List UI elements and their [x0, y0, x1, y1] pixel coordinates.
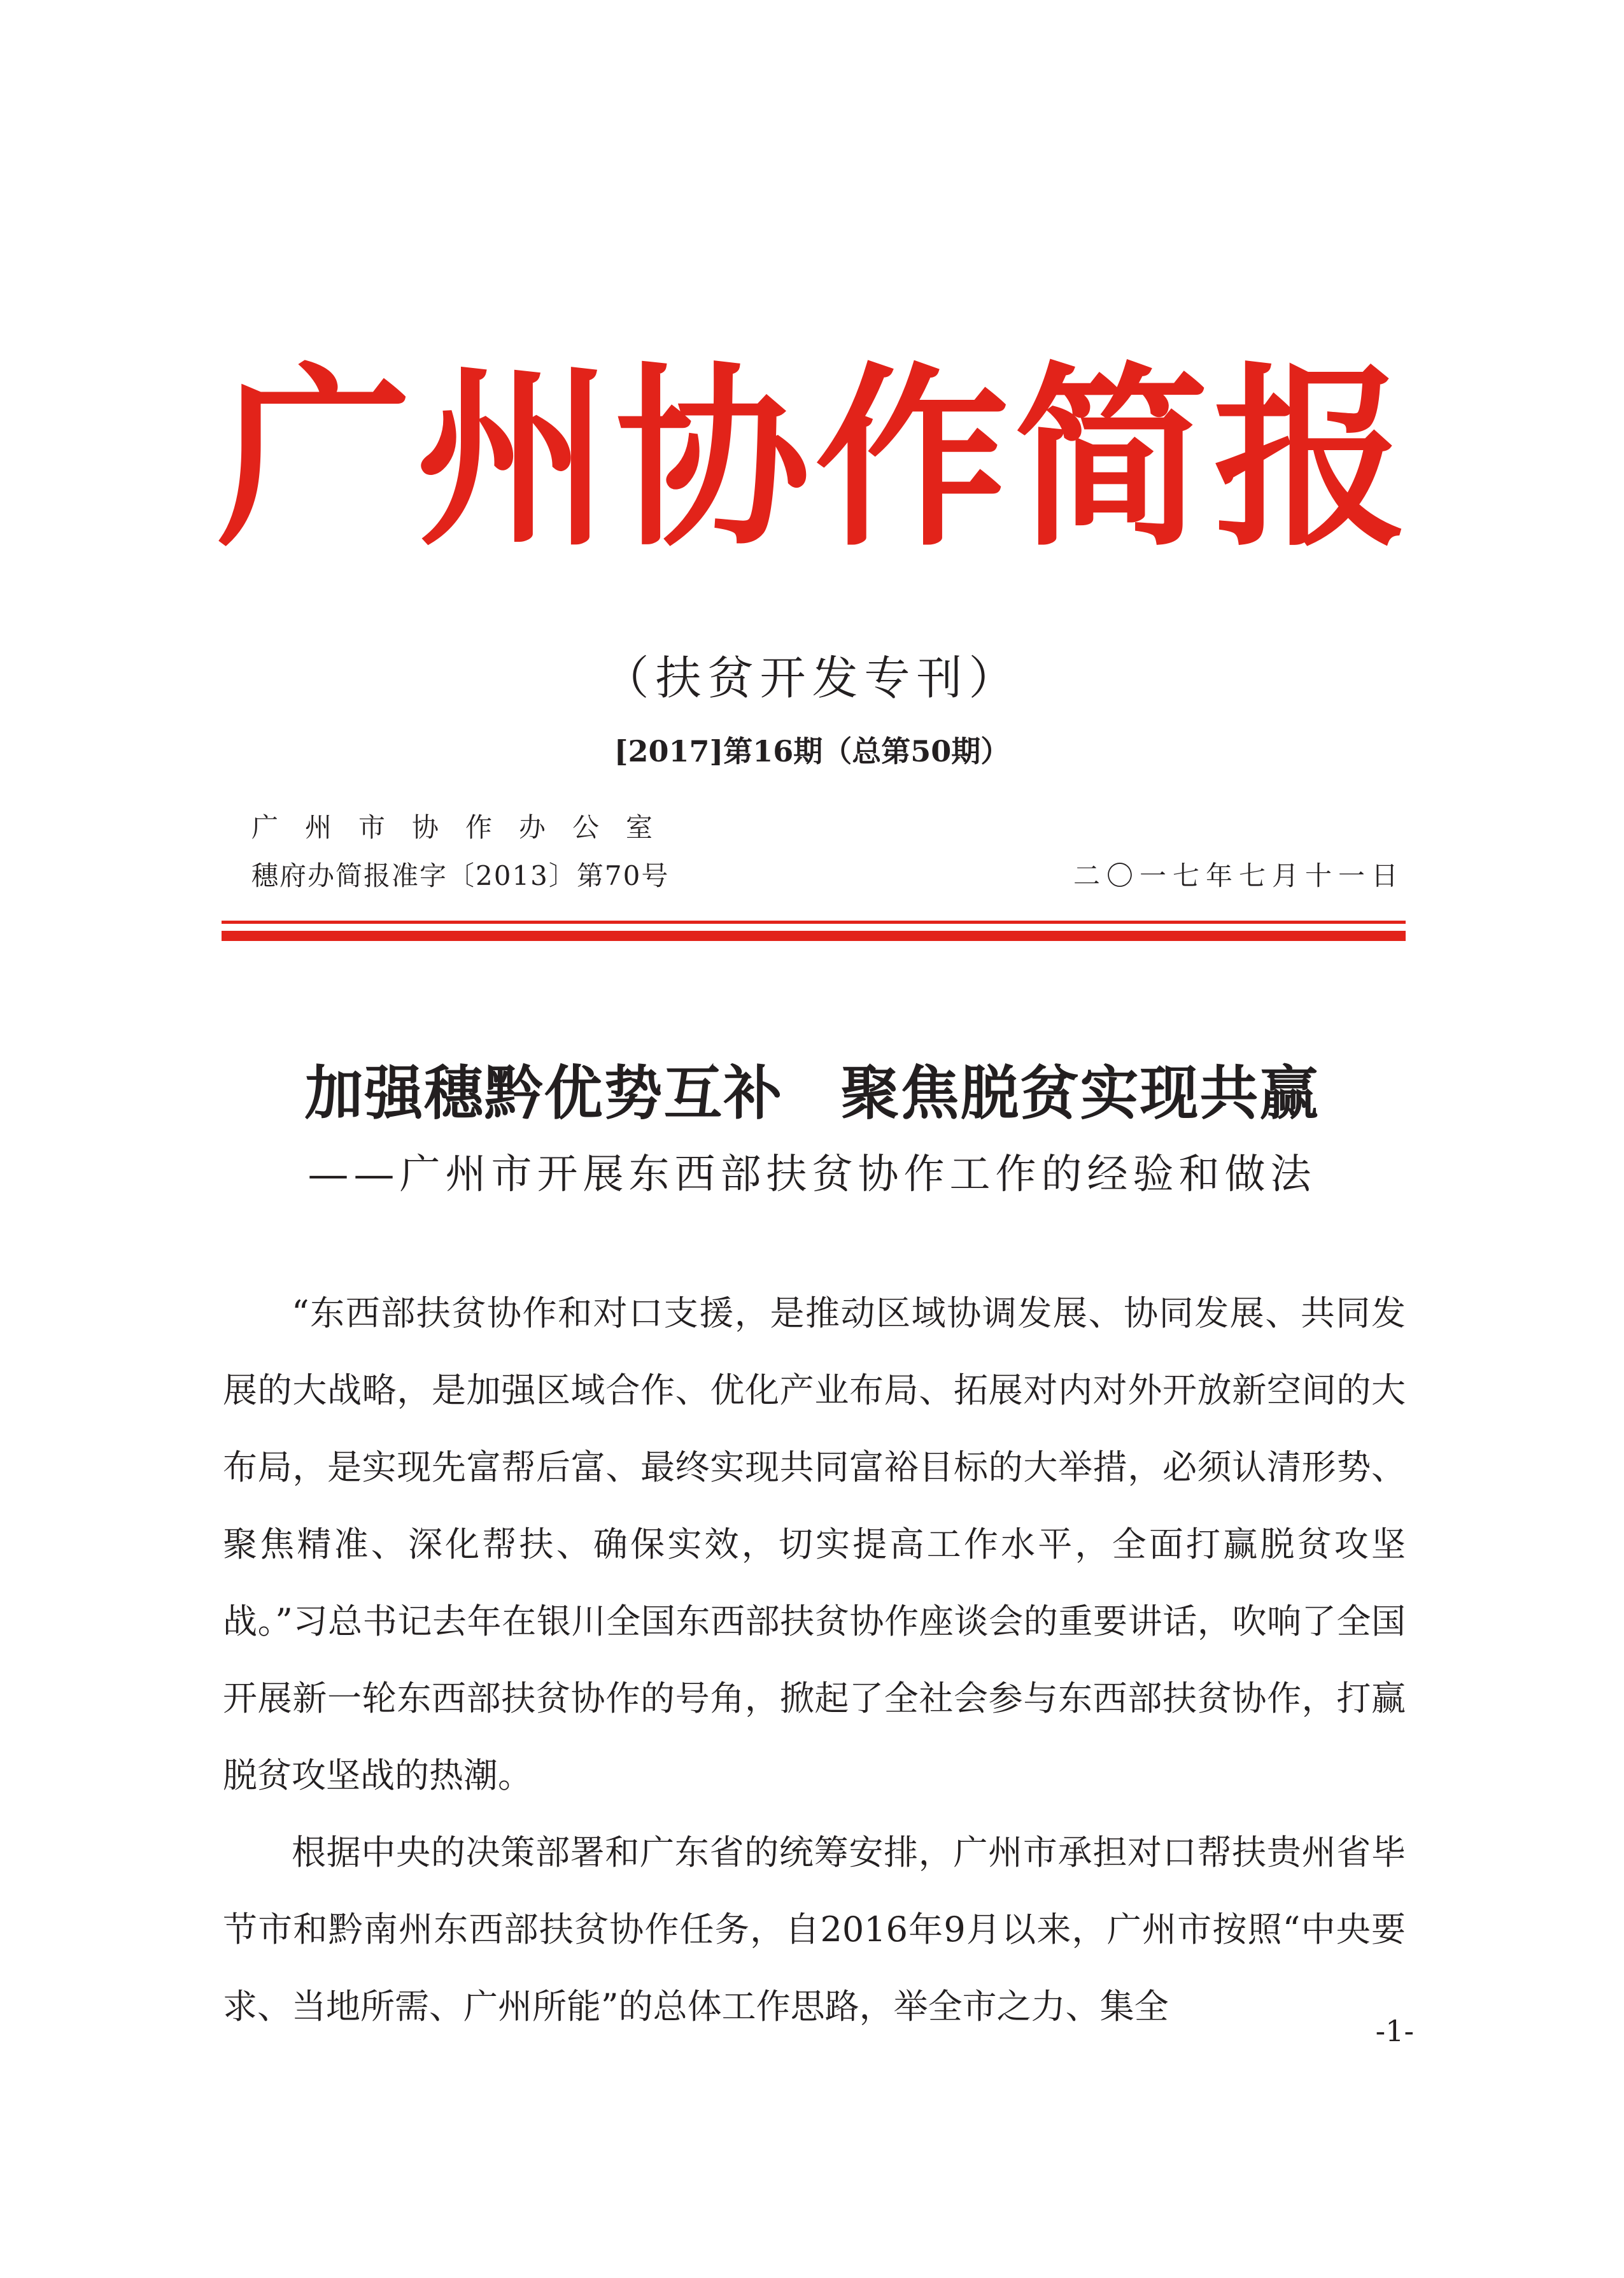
page-number: -1-	[1375, 2014, 1414, 2048]
approval-number: 穗府办简报准字〔2013〕第70号	[251, 860, 670, 891]
article-subtitle: ——广州市开展东西部扶贫协作工作的经验和做法	[307, 1151, 1317, 1198]
article-body	[223, 1275, 1406, 2045]
article-paragraph: “东西部扶贫协作和对口支援，是推动区域协调发展、协同发展、共同发展的大战略，是加强区域合作、优化产业布局、拓展对内对外开放新空间的大布局，是实现先富帮后富、最终实现共同富裕目标的大举措，必须认清形势、聚焦精准、深化帮扶、确保实效，切实提高工作水平，全面打赢脱贫攻坚战。”习总书记去年在银川全国东西部扶贫协作座谈会的重要讲话，吹响了全国开展新一轮东西部扶贫协作的号角，掀起了全社会参与东西部扶贫协作，打赢脱贫攻坚战的热潮。	[223, 1293, 1406, 1795]
article-title-part2: 聚焦脱贫实现共赢	[840, 1059, 1320, 1128]
article-paragraph: 根据中央的决策部署和广东省的统筹安排，广州市承担对口帮扶贵州省毕节市和黔南州东西部扶贫协作任务，自2016年9月以来，广州市按照“中央要求、当地所需、广州所能”的总体工作思路，举全市之力、集全	[223, 1832, 1406, 2027]
article-title	[0, 1057, 1624, 1130]
header-divider-thick	[222, 931, 1406, 941]
issuing-organization: 广州市协作办公室	[251, 812, 680, 843]
article-title-part1: 加强穗黔优势互补	[304, 1059, 784, 1128]
issue-number: [2017]第16期（总第50期）	[614, 734, 1010, 768]
special-issue-subtitle: （扶贫开发专刊）	[603, 651, 1021, 705]
publication-date: 二〇一七年七月十一日	[1073, 860, 1404, 891]
masthead-title: 广州协作简报	[217, 344, 1413, 572]
header-divider-thin	[222, 921, 1406, 924]
